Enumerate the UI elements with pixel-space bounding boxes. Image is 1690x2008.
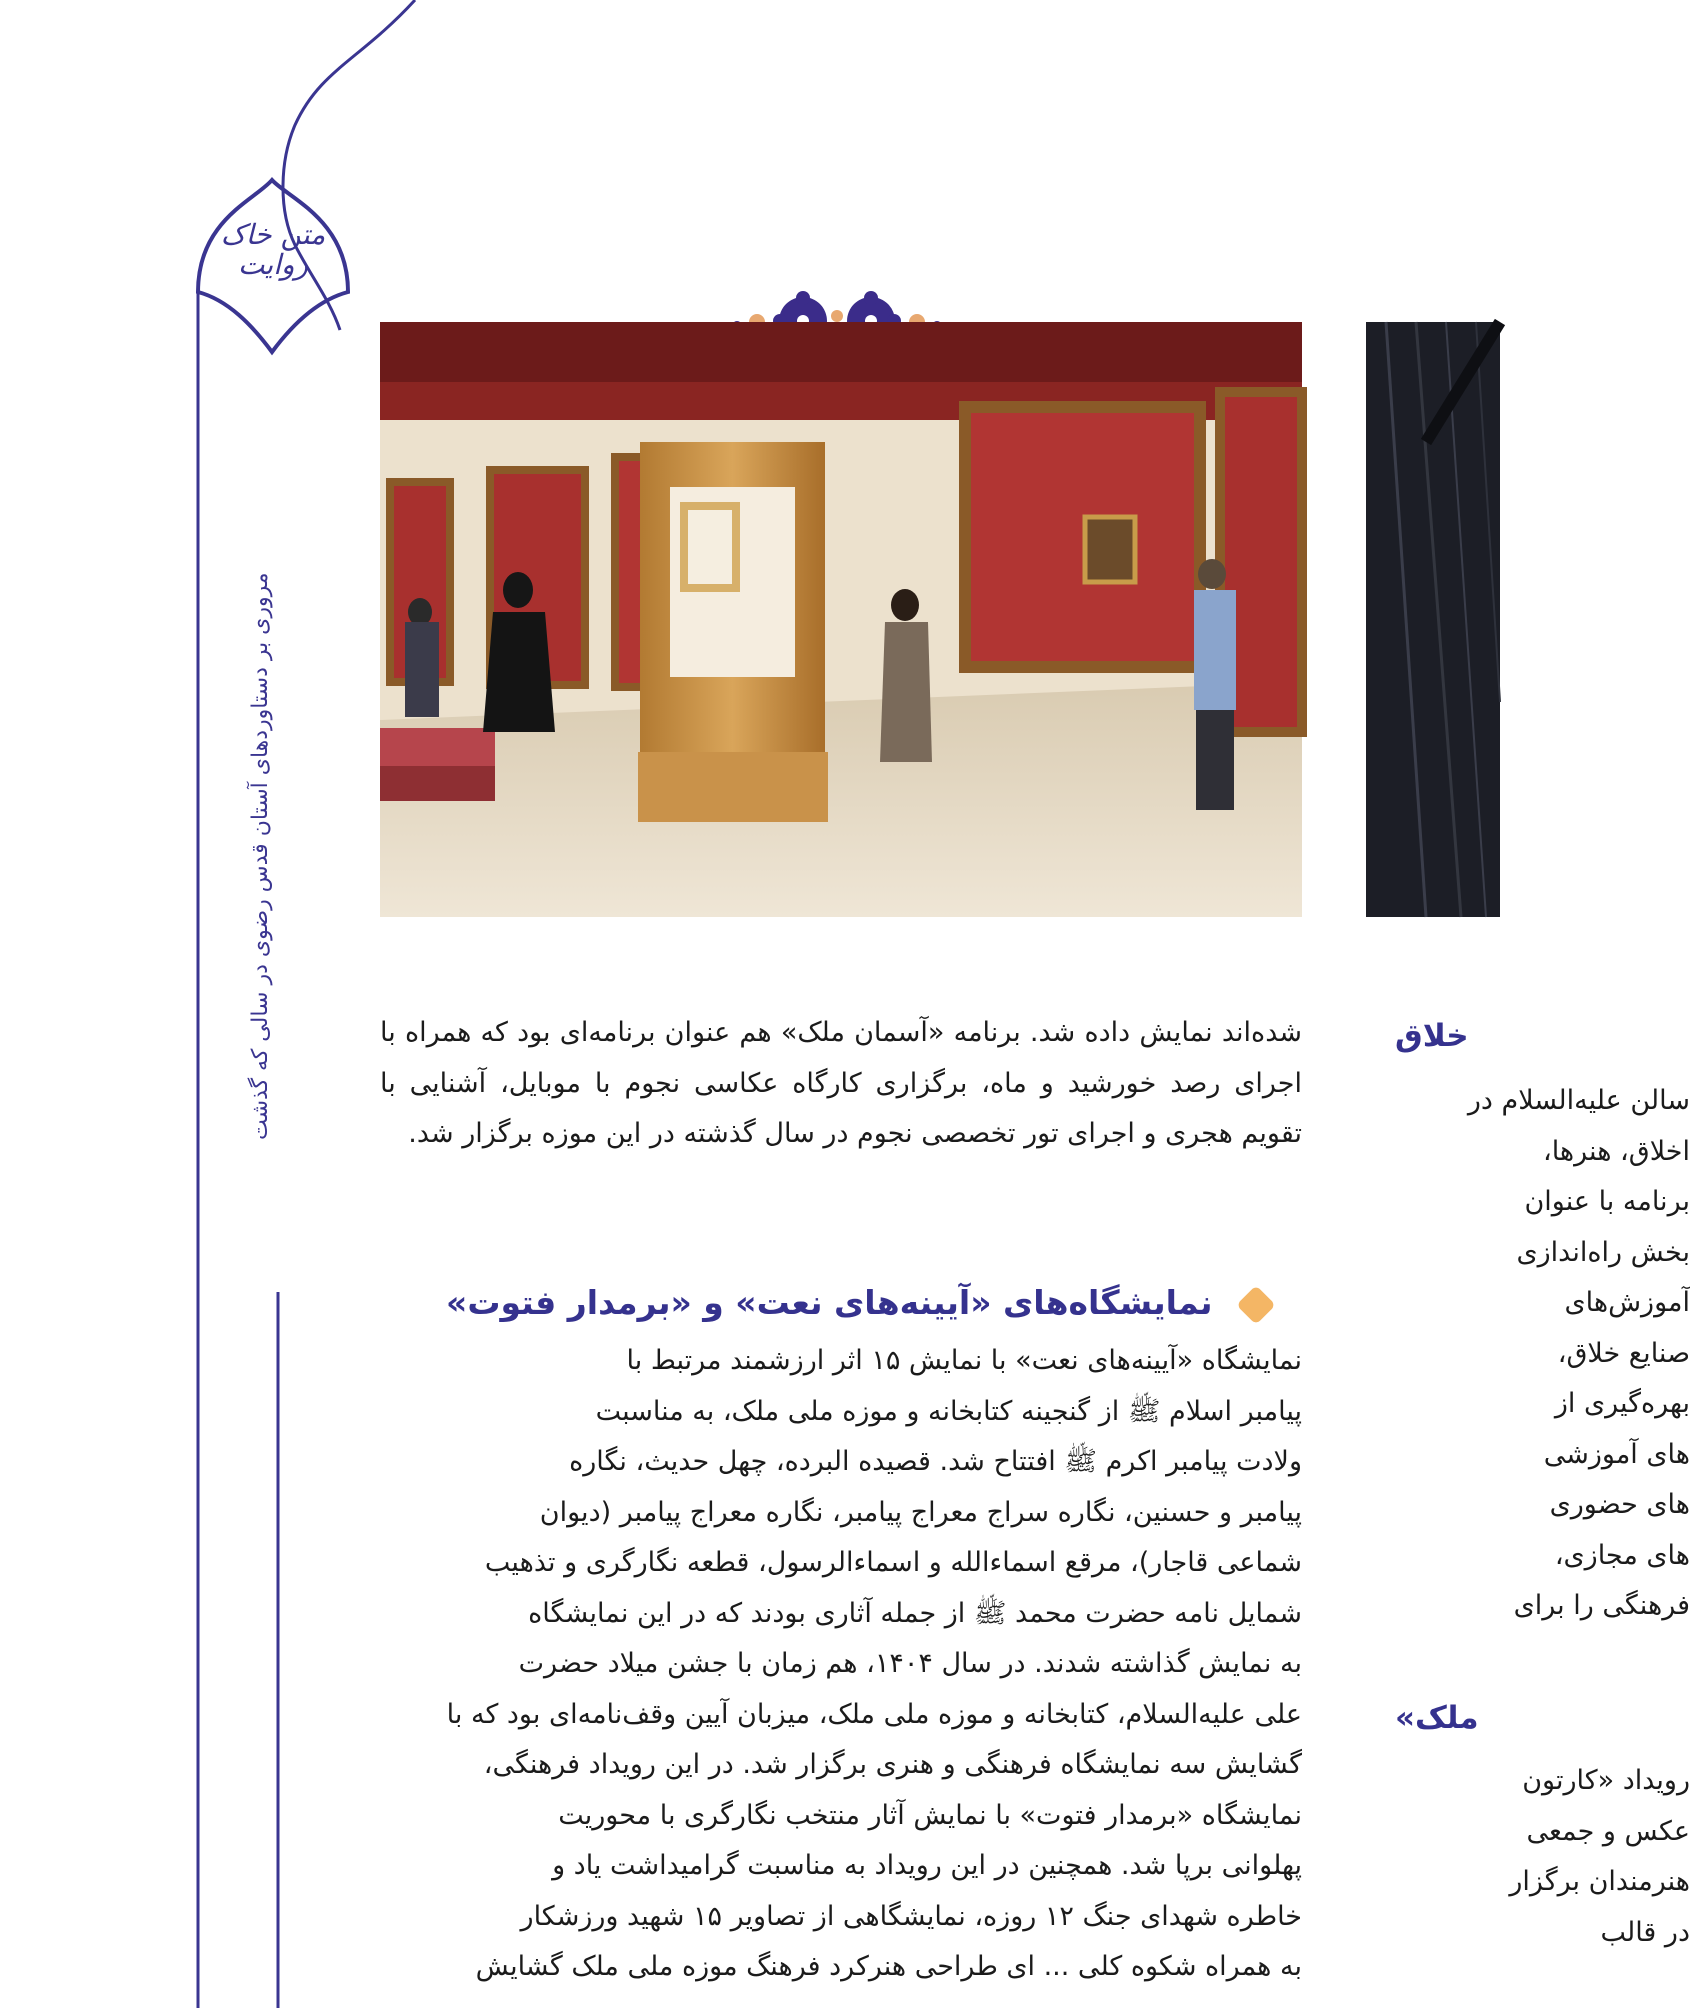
right-line: های حضوری [1549,1489,1690,1520]
body-line: علی علیه‌السلام، کتابخانه و موزه ملی ملک، میزبان آیین وقف‌نامه‌ای بود که با [446,1698,1302,1730]
right-line: بهره‌گیری از [1554,1388,1690,1419]
gallery-photo [380,322,1302,917]
body-line: نمایشگاه «برمدار فتوت» با نمایش آثار منتخب نگارگری با محوریت [558,1799,1302,1831]
right-line: در قالب [1600,1916,1690,1948]
right-line: آموزش‌های [1564,1287,1690,1318]
right-line: هنرمندان برگزار [1509,1866,1690,1897]
magazine-logo [212,205,334,295]
section-side-title: مروری بر دستاوردهای آستان قدس رضوی در سالی که گذشت [248,572,273,1140]
body-line: پهلوانی برپا شد. همچنین در این رویداد به مناسبت گرامیداشت یاد و [552,1850,1302,1881]
right-line: سالن علیه‌السلام در [1467,1085,1690,1116]
body-line: به نمایش گذاشته شدند. در سال ۱۴۰۴، هم زمان با جشن میلاد حضرت [518,1648,1302,1679]
right-line: های مجازی، [1554,1539,1690,1571]
body-text [380,1336,1302,1993]
right-column-heading-2: ملک» [1395,1700,1479,1736]
right-line: صنایع خلاق، [1557,1337,1690,1369]
right-column-heading: خلاق [1395,1018,1469,1054]
right-column-text-2 [1360,1756,1690,1958]
body-line: پیامبر اسلام ﷺ از گنجینه کتابخانه و موزه ملی ملک، به مناسبت [595,1395,1302,1427]
logo-text: متن خاک روایت [220,218,326,281]
body-line: نمایشگاه «آیینه‌های نعت» با نمایش ۱۵ اثر ارزشمند مرتبط با [626,1345,1302,1376]
right-line: عکس و جمعی [1526,1815,1690,1847]
heading-bullet-icon [1236,1285,1276,1325]
portrait-photo-partial [1366,322,1500,917]
right-line: رویداد «کارتون [1522,1765,1690,1796]
right-line: برنامه با عنوان [1524,1186,1690,1217]
body-line: به همراه شکوه کلی ... ای طراحی هنرکرد فرهنگ موزه ملی ملک گشایش [475,1951,1302,1982]
body-line: خاطره شهدای جنگ ۱۲ روزه، نمایشگاهی از تصاویر ۱۵ شهید ورزشکار [520,1900,1302,1932]
body-line: شماعی قاجار)، مرقع اسماء‌الله و اسماء‌الرسول، قطعه نگارگری و تذهیب [484,1547,1302,1578]
body-line: گشایش سه نمایشگاه فرهنگی و هنری برگزار شد. در این رویداد فرهنگی، [483,1749,1302,1780]
intro-paragraph: شده‌اند نمایش داده شد. برنامه «آسمان ملک» هم عنوان برنامه‌ای بود که همراه با اجرای رصد خورشید و ماه، برگزاری کارگاه عکاسی نجوم با موبایل، آشنایی با تقویم هجری و اجرای تور تخصصی نجوم در سال گذشته در این موزه برگزار شد. [380,1017,1302,1149]
section-heading [400,1283,1270,1322]
body-line: ولادت پیامبر اکرم ﷺ افتتاح شد. قصیده البرده، چهل حدیث، نگاره [569,1446,1302,1477]
right-line: های آموزشی [1543,1438,1690,1470]
right-line: اخلاق، هنرها، [1542,1135,1690,1167]
right-line: بخش راه‌اندازی [1516,1236,1690,1268]
body-line: پیامبر و حسنین، نگاره سراج معراج پیامبر، نگاره معراج پیامبر (دیوان [539,1496,1302,1528]
right-line: فرهنگی را برای [1513,1590,1690,1621]
body-line: شمایل نامه حضرت محمد ﷺ از جمله آثاری بودند که در این نمایشگاه [528,1597,1302,1629]
section-heading-text: نمایشگاه‌های «آیینه‌های نعت» و «برمدار فتوت» [446,1283,1213,1322]
right-column-text [1360,1076,1690,1632]
